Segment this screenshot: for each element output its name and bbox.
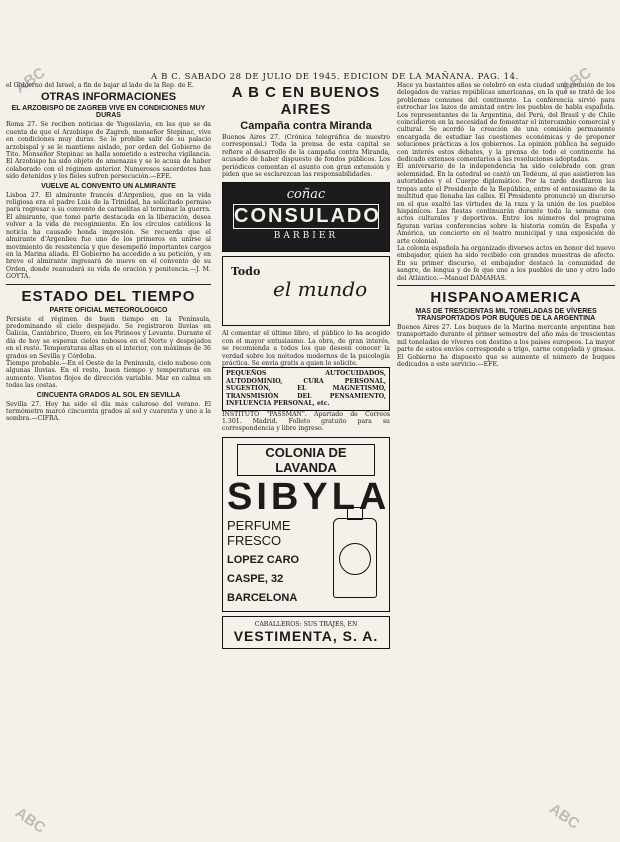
column-1 xyxy=(6,82,211,423)
article-body: Sevilla 27. Hoy ha sido el día más caluroso del verano. El termómetro marcó cincuenta grados al sol y cuarenta y uno a la sombra.—CIFRA. xyxy=(6,400,211,423)
ad-text: COLONIA DE LAVANDA xyxy=(237,444,375,476)
article-headline: MAS DE TRESCIENTAS MIL TONELADAS DE VÍVERES TRANSPORTADOS POR BUQUES DE LA ARGENTINA xyxy=(415,307,597,322)
article-body: Buenos Aires 27. (Crónica telegráfica de nuestro corresponsal.) Toda la prensa de esta capital se refiere al desarrollo de la campaña contra Miranda, acusado de haber dispuesto de fondos públicos. Los periódicos comentan el asunto con gran extensión y piden que se esclarezcan las responsabilidades. xyxy=(222,134,390,179)
section-heading: OTRAS INFORMACIONES xyxy=(40,91,177,104)
column-2 xyxy=(222,82,390,653)
article-body: El aniversario de la independencia ha sido celebrado con gran solemnidad. En la catedral se cantó un Tedéum, al que asistieron las autoridades y el Cuerpo diplomático. Por la tarde desfilaron las tropas ante el Presidente de la República, entre el entusiasmo de la multitud que llenaba las calles. El Presidente pronunció un discurso en el que exaltó las virtudes de la raza y la unión de los pueblos hispánicos. Las fiestas continuarán durante toda la semana con actos culturales y deportivos. Entre los números del programa figuran varias conferencias sobre la historia común de España y América, un concierto en el teatro municipal y una exposición de arte colonial. xyxy=(397,163,615,245)
article-body: Hace ya bastantes años se celebró en esta ciudad una reunión de los delegados de varias repúblicas americanas, en la que se trató de los problemas comunes del continente. La conferencia sirvió para estrechar los lazos de amistad entre los pueblos de habla española. Los representantes de la Argentina, del Perú, del Brasil y de Chile coincidieron en la necesidad de fomentar el intercambio comercial y cultural. Se acordó la creación de una comisión permanente encargada de estudiar las cuestiones económicas y de proponer soluciones prácticas a los gobiernos. La opinión pública ha seguido con interés estos debates, y la prensa de todo el continente ha dedicado extensos comentarios a las resoluciones adoptadas. xyxy=(397,82,615,164)
ad-text-block xyxy=(227,518,299,605)
ad-brand: SIBYLA xyxy=(227,475,391,518)
ad-text: coñac xyxy=(286,187,326,203)
ad-body: INSTITUTO "PASSMAN". Apartado de Correos 1.301. Madrid. Folleto gratuito para su correspondencia y libre ingreso. xyxy=(222,410,390,433)
advertisement-conac xyxy=(222,182,390,252)
article-headline: CINCUENTA GRADOS AL SOL EN SEVILLA xyxy=(36,391,181,399)
ad-text: PERFUME xyxy=(227,517,291,533)
divider xyxy=(6,284,211,285)
advertisement-mundo xyxy=(222,256,390,326)
ad-text: el mundo xyxy=(273,277,368,302)
article-body: La colonia española ha organizado diversos actos en honor del nuevo embajador, quien ha sido recibido con grandes muestras de afecto. En su primer discurso, el embajador destacó la comunidad de sangre, de lengua y de fe que une a los pueblos de uno y otro lado del Atlántico.—Manuel DAMAHAS. xyxy=(397,244,615,282)
ad-text: LOPEZ CARO xyxy=(227,553,300,566)
watermark: ABC xyxy=(546,800,583,833)
article-body: Roma 27. Se reciben noticias de Yugoslavia, en las que se da cuenta de que el Arzobispo de Zagreb, monseñor Stepinac, vive en condiciones muy duras. Se le prohíbe salir de su palacio arzobispal y se le mantiene aislado, por orden del Gobierno de Tito. Monseñor Stepinac se halla sometido a estrecha vigilancia. El Arzobispo ha sido objeto de amenazas y se le acusa de haber colaborado con el régimen anterior. Numerosos sacerdotes han sido detenidos y los fieles sufren persecución.—EFE. xyxy=(6,121,211,181)
bottle-label-icon xyxy=(339,543,371,575)
article-headline: VUELVE AL CONVENTO UN ALMIRANTE xyxy=(41,182,176,190)
ad-body: Al comentar el último libro, el público lo ha acogido con el mayor entusiasmo. La obra, de gran interés, se recomienda a todos los que deseen conocer la verdad sobre los métodos modernos de la psicología práctica. Se envía gratis a quien lo solicite. xyxy=(222,330,390,368)
section-heading: A B C EN BUENOS AIRES xyxy=(231,84,381,118)
ad-row xyxy=(227,518,385,605)
article-body: Lisboa 27. El almirante francés d'Argenlieu, que en la vida religiosa era el padre Luis de la Trinidad, ha solicitado permiso para regresar a su convento de carmelitas al terminar la guerra. El almirante, que tomó parte destacada en la liberación, desea volver a la vida de recogimiento. En los círculos católicos la noticia ha causado honda impresión. Se recuerda que el almirante d'Argenlieu fue uno de los primeros en unirse al movimiento de resistencia y que desempeñó importantes cargos en la Marina aliada. El Gobierno ha accedido a su petición, y en breve el almirante ingresará de nuevo en el convento de su Orden, donde reanudará su vida de oración y penitencia.—J. M. GOYTA. xyxy=(6,191,211,281)
ad-text: CASPE, 32 xyxy=(227,572,284,585)
ad-brand: CONSULADO xyxy=(234,205,381,228)
section-heading: HISPANOAMERICA xyxy=(430,288,582,306)
watermark: ABC xyxy=(12,804,49,837)
weather-body: Persiste el régimen de buen tiempo en la Península, predominando el cielo despejado. Se registraron lluvias en Galicia, Cantábrico, Duero, en los Pirineos y Levante. Durante el día de hoy se esperan cielos nubosos en el Norte y despejados en el resto. Temperaturas altas en el interior, con máximas de 36 grados en Sevilla y Córdoba. xyxy=(6,315,211,360)
watermark: ABC xyxy=(12,64,49,97)
article-headline: Campaña contra Miranda xyxy=(240,120,372,132)
article-headline: EL ARZOBISPO DE ZAGREB VIVE EN CONDICIONES MUY DURAS xyxy=(11,105,206,120)
ad-text: BARCELONA xyxy=(227,591,298,604)
weather-heading: ESTADO DEL TIEMPO xyxy=(21,287,196,305)
ad-text: CABALLEROS: SUS TRAJES, EN xyxy=(254,620,358,628)
ad-text: Todo xyxy=(231,265,261,279)
advertisement-sibyla xyxy=(222,437,390,612)
watermark: ABC xyxy=(558,64,595,97)
ad-box: PEQUEÑOS AUTOCUIDADOS, AUTODOMINIO, CURA PERSONAL, SUGESTIÓN, EL MAGNETISMO, TRANSMISIÓN DEL PENSAMIENTO, INFLUENCIA PERSONAL, etc. xyxy=(222,367,390,410)
ad-text: BARBIER xyxy=(273,231,339,242)
page-header: A B C. SABADO 28 DE JULIO DE 1945. EDICION DE LA MAÑANA. PAG. 14. xyxy=(151,72,519,82)
intro-text: el Gobierno del Israel, a fin de bajar al lado de la Rep. de E. xyxy=(6,82,194,89)
ad-text: FRESCO xyxy=(227,532,282,548)
weather-subheading: PARTE OFICIAL METEOROLOGICO xyxy=(49,306,168,314)
column-3 xyxy=(397,82,615,368)
advertisement-vestimenta xyxy=(222,616,390,649)
ad-brand: VESTIMENTA, S. A. xyxy=(233,628,379,645)
article-body: Buenos Aires 27. Los buques de la Marina mercante argentina han transportado durante el primer semestre del año más de trescientas mil toneladas de víveres con destino a los países europeos. La mayor parte de estos envíos corresponde a trigo, carne congelada y grasas. El Gobierno ha dispuesto que se aumente el número de buques dedicados a este servicio.—EFE. xyxy=(397,323,615,368)
divider xyxy=(397,285,615,286)
weather-forecast: Tiempo probable.—En el Oeste de la Península, cielo nuboso con algunas lluvias. En el resto, buen tiempo y temperaturas en aumento. Vientos flojos de dirección variable. Mar en calma en todas las costas. xyxy=(6,359,211,390)
perfume-bottle-icon xyxy=(333,518,377,598)
